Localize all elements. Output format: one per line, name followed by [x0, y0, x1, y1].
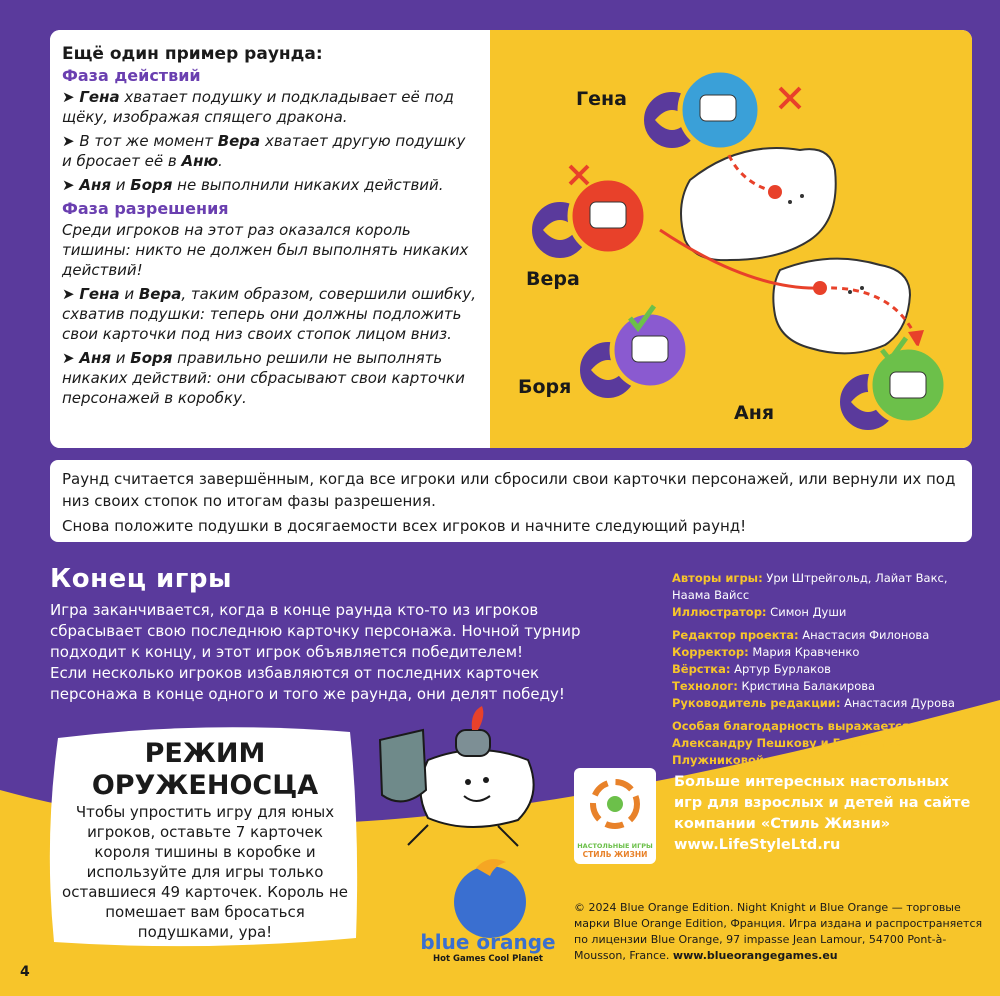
round-end-text: Раунд считается завершённым, когда все игроки или сбросили свои карточки персонажей, или вернули их под низ своих стопок по итогам фазы разрешения.	[62, 470, 956, 510]
arrow-icon: ➤	[62, 349, 75, 367]
knight-pillow-mascot-icon	[368, 700, 558, 850]
arrow-icon: ➤	[62, 176, 75, 194]
card-gena-icon	[642, 70, 760, 150]
end-game-paragraph-2: Если несколько игроков избавляются от последних карточек персонажа в конце одного и того же раунда, они делят победу!	[50, 664, 565, 703]
lifestyle-logo-icon	[574, 768, 656, 838]
copyright-text: © 2024 Blue Orange Edition. Night Knight и Blue Orange — торговые марки Blue Orange Edition, Франция. Игра издана и распространяется по лицензии Blue Orange, 97 impasse Jean Lamour, 54700 Pont-à-Mousson, France. www.blueorangegames.eu	[574, 901, 983, 962]
player-name-gena: Гена	[576, 88, 627, 110]
credits-authors: Авторы игры: Ури Штрейгольд, Лайат Вакс, Наама Вайсс Иллюстратор: Симон Души	[672, 571, 948, 619]
example-title: Ещё один пример раунда:	[62, 44, 323, 64]
action-paragraph-3: ➤ Аня и Боря не выполнили никаких действий.	[62, 176, 444, 194]
example-illustration	[490, 30, 972, 448]
lifestyle-logo-line1: НАСТОЛЬНЫЕ ИГРЫ	[577, 842, 653, 850]
arrow-icon: ➤	[62, 132, 75, 150]
next-round-text: Снова положите подушки в досягаемости всех игроков и начните следующий раунд!	[62, 517, 747, 535]
cross-icon	[570, 166, 588, 184]
arrow-start-dot	[768, 185, 782, 199]
resolution-paragraph-3: ➤ Аня и Боря правильно решили не выполнять никаких действий: они сбрасывают свои карточки персонажей в коробку.	[62, 349, 465, 407]
pillow-2-icon	[773, 259, 910, 354]
resolution-paragraph-2: ➤ Гена и Вера, таким образом, совершили ошибку, схватив подушки: теперь они должны подложить свои карточки под низ своих стопок лицом вниз.	[62, 285, 477, 343]
end-game-text	[50, 600, 630, 705]
squire-mode-title: РЕЖИМ ОРУЖЕНОСЦА	[91, 738, 319, 801]
credits-staff: Редактор проекта: Анастасия Филонова Корректор: Мария Кравченко Вёрстка: Артур Бурлаков Технолог: Кристина Балакирова Руководитель редакции: Анастасия Дурова	[672, 628, 955, 710]
blue-orange-wordmark: blue orange	[420, 930, 556, 954]
resolution-phase-heading: Фаза разрешения	[62, 199, 229, 218]
lifestyle-promo: Больше интересных настольных игр для взрослых и детей на сайте компании «Стиль Жизни» www.LifeStyleLtd.ru	[674, 774, 971, 853]
credits-block	[672, 570, 972, 769]
resolution-paragraph-1: Среди игроков на этот раз оказался король тишины: никто не должен был выполнять никаких действий!	[62, 221, 469, 279]
pillow-1-icon	[681, 148, 836, 260]
action-paragraph-1: ➤ Гена хватает подушку и подкладывает её под щёку, изображая спящего дракона.	[62, 88, 454, 126]
arrow-icon: ➤	[62, 88, 75, 106]
credits-thanks: Особая благодарность выражается Александру Пешкову и Екатерине Плужниковой.	[672, 719, 910, 767]
page-number: 4	[20, 964, 30, 980]
cross-icon	[780, 88, 800, 108]
arrow-icon: ➤	[62, 285, 75, 303]
lifestyle-link[interactable]: www.LifeStyleLtd.ru	[674, 837, 841, 853]
action-phase-heading: Фаза действий	[62, 66, 201, 85]
blue-orange-link[interactable]: www.blueorangegames.eu	[672, 949, 838, 962]
squire-mode-text: Чтобы упростить игру для юных игроков, оставьте 7 карточек короля тишины в коробке и используйте для игры только оставшиеся 49 карточек. Король не помешает вам бросаться подушками, ура!	[62, 803, 348, 941]
player-name-borya: Боря	[518, 376, 572, 398]
player-name-anya: Аня	[734, 402, 775, 424]
action-paragraph-2: ➤ В тот же момент Вера хватает другую подушку и бросает её в Аню.	[62, 132, 466, 170]
blue-orange-tagline: Hot Games Cool Planet	[433, 954, 543, 964]
card-vera-icon	[530, 178, 646, 260]
lifestyle-logo	[574, 768, 656, 864]
end-game-paragraph-1: Игра заканчивается, когда в конце раунда кто-то из игроков сбрасывает свою последнюю карточку персонажа. Ночной турнир подходит к концу, и этот игрок объявляется победителем!	[50, 601, 581, 661]
round-end-card	[50, 460, 972, 542]
end-game-heading: Конец игры	[50, 564, 232, 594]
player-name-vera: Вера	[526, 268, 580, 290]
lifestyle-logo-line2: СТИЛЬ ЖИЗНИ	[582, 850, 648, 859]
example-text-panel	[50, 30, 490, 448]
example-round-card	[50, 30, 972, 448]
